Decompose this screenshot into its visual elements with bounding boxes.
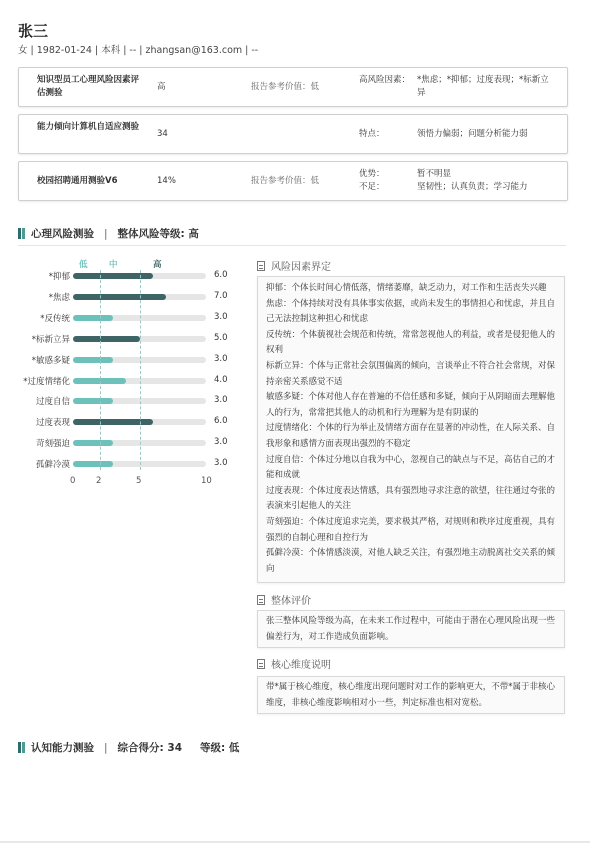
card-label: 优势： [359,169,385,179]
cognitive-level: 等级: 低 [200,742,240,754]
bar-label: *过度情绪化 [23,376,70,387]
document-icon [257,595,265,605]
candidate-info-line: 女 | 1982-01-24 | 本科 | -- | zhangsan@163.com | -- [18,45,259,56]
card-value: 14% [157,176,176,186]
bar [73,336,140,342]
section-title: 心理风险测验 [31,228,94,240]
section-separator: | [104,227,108,240]
x-tick: 0 [70,476,76,486]
bar [73,315,113,321]
bar-label: *标新立异 [31,334,70,345]
bar-value-label: 6.0 [214,416,228,427]
bar [73,419,153,425]
bar-value-label: 3.0 [214,353,228,364]
bar [73,294,166,300]
bar [73,357,113,363]
core-box [257,676,565,714]
section-cognitive-header [18,740,239,755]
section-marker [18,742,21,753]
legend-low: 低 [79,260,88,270]
overall-risk-level: 整体风险等级: 高 [117,228,199,240]
risk-def-item: 过度表现：个体过度表达情感，具有强烈地寻求注意的欲望，往往通过夸张的表演来引起他人的关注 [266,485,556,512]
bar-label: 过度表现 [35,418,70,429]
bar-value-label: 6.0 [214,270,228,280]
card-title: 知识型员工心理风险因素评估测验 [37,75,140,98]
card-value: 34 [157,129,168,139]
risk-def-item: 孤僻冷漠：个体情感淡漠，对他人缺乏关注，有强烈地主动脱离社交关系的倾向 [266,548,556,574]
bar-value-label: 3.0 [214,458,228,469]
core-header [257,656,331,671]
bar [73,273,153,279]
x-tick: 10 [201,476,212,486]
bar [73,398,113,404]
x-tick: 2 [96,476,102,486]
core-title: 核心维度说明 [271,660,331,671]
threshold-line [140,270,141,470]
bar-label: 孤僻冷漠 [35,460,70,471]
section-separator: | [104,741,108,754]
risk-bar-chart [0,0,250,500]
bar-label: *抑郁 [48,272,70,282]
risk-def-item: 抑郁：个体长时间心情低落，情绪萎靡，缺乏动力，对工作和生活丧失兴趣 [266,283,547,293]
document-icon [257,261,265,271]
card-content: 领悟力偏弱；问题分析能力弱 [417,129,528,139]
bar-label: *焦虑 [48,292,70,303]
card-content: 暂不明显 [417,169,452,179]
overall-box [257,610,565,648]
risk-def-item: 反传统：个体藐视社会规范和传统，常常忽视他人的利益，或者是侵犯他人的权利 [266,329,556,356]
x-tick: 5 [136,476,142,486]
card-title: 校园招聘通用测验V6 [37,176,118,186]
overall-title: 整体评价 [271,596,311,607]
bar-value-label: 3.0 [214,311,228,322]
bar [73,440,113,446]
bar-label: *敏感多疑 [31,355,70,366]
candidate-name: 张三 [18,22,49,40]
risk-def-box [257,276,565,583]
overall-text: 张三整体风险等级为高，在未来工作过程中，可能由于潜在心理风险出现一些偏差行为，对工作造成负面影响。 [266,616,556,642]
card-ref: 报告参考价值：低 [251,176,320,186]
section-title: 认知能力测验 [31,742,94,754]
risk-def-item: 过度情绪化：个体的行为举止及情绪方面存在显著的冲动性，在人际关系、自我形象和感情方面表现出强烈的不稳定 [266,423,556,449]
overall-header [257,592,311,607]
bar-value-label: 3.0 [214,437,228,448]
bar-value-label: 5.0 [214,332,228,343]
bar-value-label: 4.0 [214,374,228,385]
document-icon [257,659,265,669]
card-label: 高风险因素： [359,75,411,85]
bar-label: 过度自信 [35,397,70,408]
legend-high: 高 [153,260,162,270]
card-content: *焦虑；*抑郁；过度表现；*标新立异 [417,75,549,98]
bar-value-label: 7.0 [214,290,228,301]
bar-label: 苛刻强迫 [35,439,70,450]
risk-def-item: 敏感多疑：个体对他人存在普遍的不信任感和多疑，倾向于从阴暗面去理解他人的行为，常常把其他人的动机和行为理解为是有阴谋的 [266,392,556,418]
risk-def-item: 苛刻强迫：个体过度追求完美，要求极其严格，对规则和秩序过度重视，具有强烈的自制心理和自控行为 [266,516,556,543]
core-text: 带*属于核心维度，核心维度出现问题时对工作的影响更大，不带*属于非核心维度，非核心维度影响相对小一些，判定标准也相对宽松。 [266,682,556,708]
risk-def-title: 风险因素界定 [271,262,331,273]
bar [73,461,113,467]
card-title: 能力倾向计算机自适应测验 [37,122,140,132]
card-content-2: 坚韧性；认真负责；学习能力 [417,182,528,192]
legend-mid: 中 [109,260,118,270]
threshold-line [100,270,101,470]
risk-def-item: 过度自信：个体过分地以自我为中心，忽视自己的缺点与不足，高估自己的才能和成就 [266,454,556,481]
risk-def-item: 焦虑：个体持续对没有具体事实依据，或尚未发生的事情担心和忧虑，并且自己无法控制这种担心和忧虑 [266,298,556,325]
card-ref: 报告参考价值：低 [251,82,320,92]
cognitive-score: 综合得分: 34 [117,742,183,754]
bar-label: *反传统 [40,313,70,324]
risk-def-header [257,258,331,273]
card-label: 特点： [359,129,385,139]
card-value: 高 [157,82,166,92]
card-label-2: 不足： [359,182,385,192]
bar-value-label: 3.0 [214,395,228,406]
risk-def-item: 标新立异：个体与正常社会氛围偏离的倾向，言谈举止不符合社会常规，对保持亲密关系感觉不适 [266,360,556,387]
